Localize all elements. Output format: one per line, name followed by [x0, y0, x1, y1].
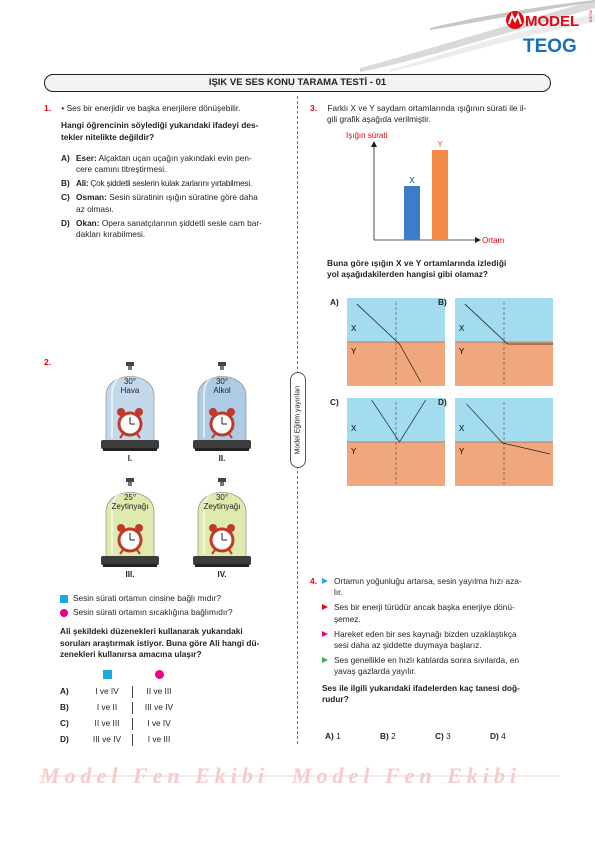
- jar-temperature: 30°: [123, 377, 137, 386]
- jar-label: [190, 493, 254, 511]
- question-4: [310, 576, 555, 705]
- q3-option-c-label[interactable]: C): [330, 397, 339, 407]
- q2-option-b[interactable]: B) I ve II III ve IV: [60, 702, 174, 713]
- chart-xlabel: Ortam: [482, 236, 505, 245]
- q4-item-1: 4. Ortamın yoğunluğu artarsa, sesin yayılma hızı aza- lır.: [310, 576, 522, 598]
- bar-y: [432, 150, 448, 240]
- jar-label: [190, 377, 254, 395]
- svg-text:X: X: [351, 324, 357, 333]
- q2-option-d[interactable]: D) III ve IV I ve III: [60, 734, 171, 745]
- q4-option-d[interactable]: D) 4: [490, 731, 506, 741]
- q4-stem-2: rudur?: [322, 693, 349, 704]
- q3-option-b-label[interactable]: B): [438, 297, 447, 307]
- q2-stem-3: zenekleri kullanırsa amacına ulaşır?: [60, 648, 202, 659]
- square-icon: [60, 595, 68, 603]
- q3-stem-2: yol aşağıdakilerden hangisi gibi olamaz?: [327, 269, 488, 280]
- svg-text:X: X: [351, 424, 357, 433]
- bar-label-y: Y: [437, 140, 443, 149]
- bell-jar: [98, 478, 162, 590]
- legend-type: Sesin sürati ortamın cinsine bağlı mıdır?: [60, 593, 290, 604]
- q1-option-c[interactable]: C) Osman: Sesin süratinin ışığın süratine göre daha az olması.: [61, 192, 258, 214]
- bar-x: [404, 186, 420, 240]
- q1-option-a[interactable]: A) Eser: Alçaktan uçan uçağın yakındaki evin pen- cere camını titreştirmesi.: [61, 152, 252, 175]
- bell-jar: [98, 362, 162, 474]
- model-egitim-logo: [503, 6, 591, 66]
- q4-item-4: Ses genellikle en hızlı katılarda sonra sıvılarda, en yavaş gazlarda yayılır.: [322, 655, 555, 677]
- legend-temperature: Sesin sürati ortamın sıcaklığına bağlımıdır?: [60, 607, 290, 618]
- bar-label-x: X: [409, 176, 415, 185]
- jar-medium: Alkol: [213, 386, 231, 396]
- jar-roman-numeral: II.: [218, 454, 226, 463]
- question-3: [310, 103, 555, 126]
- q3-option-a-diagram[interactable]: [347, 298, 445, 386]
- jar-roman-numeral: IV.: [217, 570, 227, 579]
- jar-medium: Hava: [120, 386, 140, 396]
- svg-text:Y: Y: [351, 447, 357, 456]
- q3-intro-2: gili grafik aşağıda verilmiştir.: [327, 114, 431, 125]
- triangle-icon: [322, 657, 328, 663]
- svg-text:X: X: [459, 324, 465, 333]
- q3-number: 3.: [310, 103, 318, 113]
- q3-stem-1: Buna göre ışığın X ve Y ortamlarında izlediği: [327, 258, 507, 268]
- chart-ylabel: Işığın sürati: [346, 131, 388, 140]
- page-title: IŞIK VE SES KONU TARAMA TESTİ - 01: [208, 77, 387, 88]
- q4-stem-1: Ses ile ilgili yukarıdaki ifadelerden kaç tanesi doğ-: [322, 682, 520, 693]
- bell-jar: [190, 478, 254, 590]
- question-1: [44, 103, 284, 240]
- jar-label: [98, 377, 162, 395]
- y-axis-arrow: [371, 141, 377, 147]
- jar-medium: Zeytinyağı: [203, 502, 241, 512]
- svg-text:Y: Y: [459, 447, 465, 456]
- q3-option-a-label[interactable]: A): [330, 297, 339, 307]
- q3-option-c-diagram[interactable]: [347, 398, 445, 486]
- teog-text: TEOG: [523, 36, 577, 57]
- jar-temperature: 30°: [215, 493, 229, 502]
- jar-temperature: 30°: [215, 377, 229, 386]
- q4-item-2: Ses bir enerji türüdür ancak başka enerjiye dönü- şemez.: [322, 602, 555, 624]
- q4-option-a[interactable]: A) 1: [325, 731, 341, 741]
- q4-number: 4.: [310, 576, 318, 586]
- q4-item-3: Hareket eden bir ses kaynağı bizden uzaklaştıkça sesi daha az şiddette duymaya başlarız.: [322, 629, 555, 651]
- triangle-icon: [322, 631, 328, 637]
- svg-text:Y: Y: [459, 347, 465, 356]
- jar-roman-numeral: I.: [127, 454, 133, 463]
- q3-bar-chart: [340, 128, 520, 248]
- q2-number: 2.: [44, 357, 52, 367]
- triangle-icon: [322, 578, 328, 584]
- watermark-text-2: Model Fen Ekibi: [292, 763, 522, 788]
- svg-text:X: X: [459, 424, 465, 433]
- q1-intro: • Ses bir enerjidir ve başka enerjilere dönüşebilir.: [61, 103, 241, 113]
- q1-number: 1.: [44, 103, 52, 113]
- logo-text: MODEL: [525, 13, 580, 30]
- circle-icon: [155, 670, 164, 679]
- q2-option-a[interactable]: A) I ve IV II ve III: [60, 686, 172, 697]
- triangle-icon: [322, 604, 328, 610]
- logo-sub: EĞİTİM: [589, 9, 593, 22]
- footer-watermark: [40, 761, 560, 791]
- q4-option-b[interactable]: B) 2: [380, 731, 396, 741]
- q3-option-d-label[interactable]: D): [438, 397, 447, 407]
- side-label: Model Eğitim yayınları: [294, 385, 302, 455]
- circle-icon: [60, 609, 68, 617]
- bell-jar: [190, 362, 254, 474]
- jar-temperature: 25°: [123, 493, 137, 502]
- q4-options: [325, 731, 555, 742]
- alarm-clock-icon: [98, 362, 162, 452]
- q1-stem-2: tekler nitelikte değildir?: [61, 131, 155, 142]
- square-icon: [103, 670, 112, 679]
- q2-answer-table: [60, 668, 200, 748]
- watermark-text-1: Model Fen Ekibi: [40, 763, 270, 788]
- alarm-clock-icon: [190, 478, 254, 568]
- q1-option-d[interactable]: D) Okan: Opera sanatçılarının şiddetli sesle cam bar- dakları kırabilmesi.: [61, 217, 262, 239]
- x-axis-arrow: [475, 237, 481, 243]
- q3-intro-1: Farklı X ve Y saydam ortamlarında ışığının sürati ile il-: [327, 103, 527, 113]
- q2-legend: [60, 593, 290, 660]
- alarm-clock-icon: [98, 478, 162, 568]
- q3-stem: [327, 258, 555, 280]
- q3-option-d-diagram[interactable]: [455, 398, 553, 486]
- q3-option-b-diagram[interactable]: [455, 298, 553, 386]
- q2-stem-1: Ali şekildeki düzenekleri kullanarak yukarıdaki: [60, 626, 243, 637]
- q1-stem-1: Hangi öğrencinin söylediği yukarıdaki ifadeyi des-: [61, 120, 259, 131]
- jar-medium: Zeytinyağı: [111, 502, 149, 512]
- q2-stem-2: soruları araştırmak istiyor. Buna göre Ali hangi dü-: [60, 637, 260, 648]
- alarm-clock-icon: [190, 362, 254, 452]
- svg-text:Y: Y: [351, 347, 357, 356]
- q1-option-b[interactable]: B) Ali: Çok şiddetli seslerin kulak zarlarını yırtabilmesi.: [61, 178, 252, 189]
- q2-option-c[interactable]: C) II ve III I ve IV: [60, 718, 171, 729]
- jar-roman-numeral: III.: [125, 570, 135, 579]
- q4-option-c[interactable]: C) 3: [435, 731, 451, 741]
- jar-label: [98, 493, 162, 511]
